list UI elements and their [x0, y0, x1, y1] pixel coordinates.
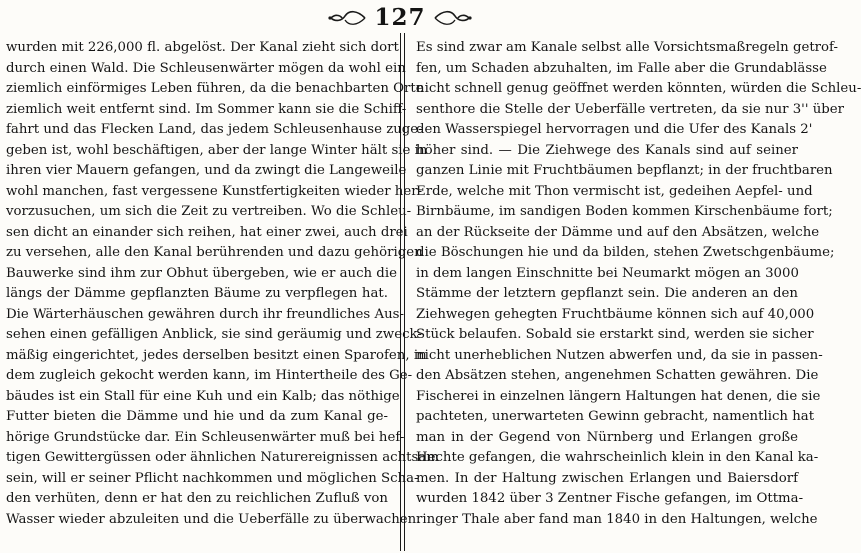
text-line: Stämme der letztern gepflanzt sein. Die anderen an den — [416, 286, 798, 301]
text-line: fen, um Schaden abzuhalten, im Falle aber die Grundablässe — [416, 60, 827, 76]
text-line: wurden mit 226,000 fl. abgelöst. Der Kanal zieht sich dort — [6, 40, 399, 55]
text-line: nicht schnell genug geöffnet werden könnten, würden die Schleu- — [416, 81, 861, 96]
text-line: Hechte gefangen, die wahrscheinlich klein in den Kanal ka- — [416, 450, 819, 465]
left-column — [6, 38, 439, 530]
text-line: ihren vier Mauern gefangen, und da zwingt die Langeweile — [6, 163, 407, 178]
text-line: Futter bieten die Dämme und hie und da zum Kanal ge- — [6, 409, 388, 424]
text-line: man in der Gegend von Nürnberg und Erlangen große — [416, 429, 798, 445]
text-line: ganzen Linie mit Fruchtbäumen bepflanzt; in der fruchtbaren — [416, 163, 833, 178]
text-line: Wasser wieder abzuleiten und die Ueberfälle zu überwachen. — [6, 511, 421, 527]
text-line: höher sind. — Die Ziehwege des Kanals sind auf seiner — [416, 142, 798, 158]
text-line: fahrt und das Flecken Land, das jedem Schleusenhause zuge- — [6, 122, 423, 137]
text-line: bäudes ist ein Stall für eine Kuh und ein Kalb; das nöthige — [6, 388, 400, 404]
text-line: Bauwerke sind ihm zur Obhut übergeben, wie er auch die — [6, 265, 397, 281]
text-line: sen dicht an einander sich reihen, hat einer zwei, auch drei — [6, 224, 408, 240]
text-line: durch einen Wald. Die Schleusenwärter mögen da wohl ein — [6, 60, 406, 76]
left-ornament-icon — [327, 6, 367, 30]
text-line: ziemlich weit entfernt sind. Im Sommer kann sie die Schiff- — [6, 101, 407, 117]
text-line: nicht unerheblichen Nutzen abwerfen und, da sie in passen- — [416, 347, 823, 363]
page-number: 127 — [374, 4, 426, 31]
text-line: den Wasserspiegel hervorragen und die Ufer des Kanals 2' — [416, 122, 813, 137]
text-line: hörige Grundstücke dar. Ein Schleusenwärter muß bei hef- — [6, 429, 405, 445]
text-line: die Böschungen hie und da bilden, stehen Zwetschgenbäume; — [416, 245, 835, 260]
text-line: Erde, welche mit Thon vermischt ist, gedeihen Aepfel- und — [416, 183, 813, 199]
text-line: ringer Thale aber fand man 1840 in den Haltungen, welche — [416, 511, 818, 527]
text-line: wurden 1842 über 3 Zentner Fische gefangen, im Ottma- — [416, 491, 804, 506]
text-line: geben ist, wohl beschäftigen, aber der lange Winter hält sie in — [6, 142, 428, 158]
text-line: dem zugleich gekocht werden kann, im Hintertheile des Ge- — [6, 368, 413, 383]
text-line: vorzusuchen, um sich die Zeit zu vertreiben. Wo die Schleu- — [6, 204, 412, 219]
text-line: wohl manchen, fast vergessene Kunstfertigkeiten wieder her- — [6, 183, 423, 199]
text-line: an der Rückseite der Dämme und auf den Absätzen, welche — [416, 224, 820, 240]
text-line: tigen Gewittergüssen oder ähnlichen Naturereignissen achtsam — [6, 450, 439, 465]
text-line: Birnbäume, im sandigen Boden kommen Kirschenbäume fort; — [416, 204, 833, 219]
text-line: zu versehen, alle den Kanal berührenden und dazu gehörigen — [6, 245, 423, 260]
text-line: men. In der Haltung zwischen Erlangen und Baiersdorf — [416, 470, 798, 486]
text-line: sehen einen gefälligen Anblick, sie sind geräumig und zweck- — [6, 327, 422, 342]
text-line: Stück belaufen. Sobald sie erstarkt sind, werden sie sicher — [416, 327, 814, 342]
text-line: Fischerei in einzelnen längern Haltungen hat denen, die sie — [416, 388, 821, 404]
text-line: mäßig eingerichtet, jedes derselben besitzt einen Sparofen, in — [6, 347, 427, 363]
text-line: pachteten, unerwarteten Gewinn gebracht, namentlich hat — [416, 409, 815, 424]
text-line: in dem langen Einschnitte bei Neumarkt mögen an 3000 — [416, 265, 799, 281]
text-line: Die Wärterhäuschen gewähren durch ihr freundliches Aus- — [6, 306, 404, 322]
text-line: ziemlich einförmiges Leben führen, da die benachbarten Orte — [6, 81, 424, 96]
right-ornament-icon — [433, 6, 473, 30]
text-line: den Absätzen stehen, angenehmen Schatten gewähren. Die — [416, 368, 819, 383]
text-line: sein, will er seiner Pflicht nachkommen und möglichen Scha- — [6, 470, 419, 486]
text-line: Ziehwegen gehegten Fruchtbäume können sich auf 40,000 — [416, 306, 815, 322]
right-column — [416, 38, 861, 530]
text-line: senthore die Stelle der Ueberfälle vertreten, da sie nur 3'' über — [416, 101, 845, 117]
text-line: längs der Dämme gepflanzten Bäume zu verpflegen hat. — [6, 286, 388, 301]
text-line: Es sind zwar am Kanale selbst alle Vorsichtsmaßregeln getrof- — [416, 40, 838, 55]
text-line: den verhüten, denn er hat den zu reichlichen Zufluß von — [6, 491, 388, 506]
